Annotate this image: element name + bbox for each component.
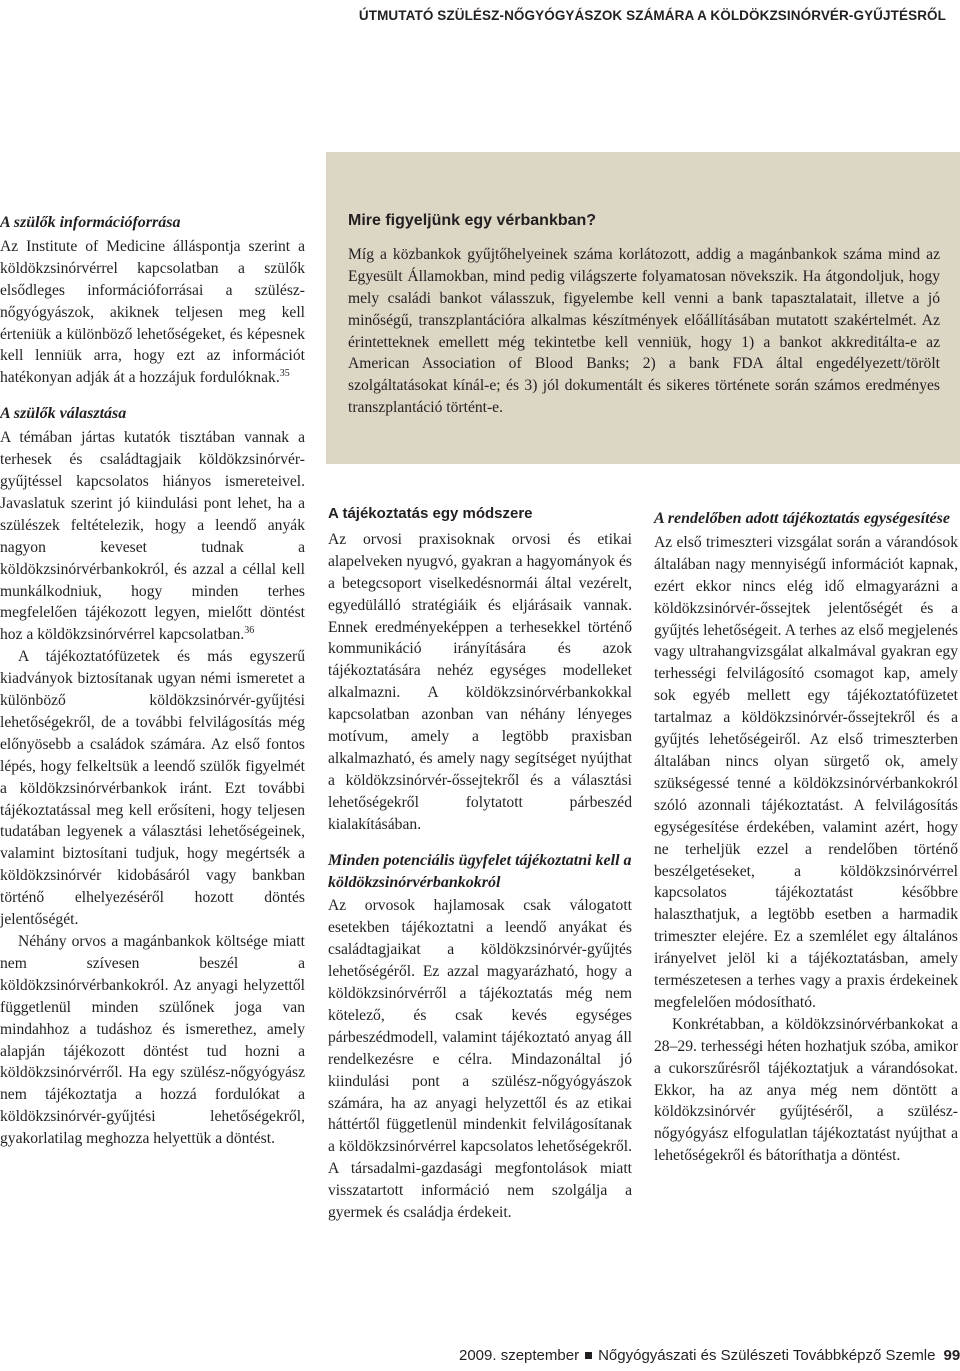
- box-content: [348, 210, 940, 419]
- paragraph: Az orvosok hajlamosak csak válogatott esetekben tájékoztatni a leendő anyákat és családtagjaikat a köldökzsinórvér-gyűjtés lehetőségéről. Ez azzal magyarázható, hogy a köldökzsinórvérről a tájékoztatás még nem kötelező, és csak kevés egységes párbeszédmodell, valamint tájékoztató anyag áll rendelkezésre e célra. Mindazonáltal jó kiindulási pont a szülész-nőgyógyászok számára, ha az anyagi helyzettől és az etikai háttértől függetlenül mindenkit felvilágosítanak a köldökzsinórvérrel kapcsolatos lehetőségekről. A társadalmi-gazdasági megfontolások miatt visszatartott információ nem szolgálja a gyermek és családja érdekeit.: [328, 897, 632, 1222]
- reference-number: 36: [244, 625, 255, 637]
- page-footer: [459, 1347, 960, 1364]
- box-text: Míg a közbankok gyűjtőhelyeinek száma korlátozott, addig a magánbankok száma mind az Egyesült Államokban, mind pedig világszerte folyamatosan növekszik. Ha átgondoljuk, hogy mely családi bankot válasszuk, figyelembe kell venni a bank tapasztalatait, illetve a jó minőségű, transzplantációra alkalmas készítmények előállításában mutatott szakértelmét. Az érintetteknek emellett még tekintetbe kell venniük, hogy 1) a bankot akkreditálta-e az American Association of Blood Banks; 2) a bank FDA által engedélyezett/törölt szolgáltatásokat kínál-e; és 3) jól dokumentált és sikeres története során számos eredményes transzplantáció történt-e.: [348, 245, 940, 417]
- left-column: [0, 212, 305, 1150]
- section-heading-parents-choice: A szülők választása: [0, 405, 127, 423]
- paragraph: [0, 427, 305, 646]
- paragraph: [0, 236, 305, 389]
- paragraph: Az orvosi praxisoknak orvosi és etikai alapelveken nyugvó, gyakran a hagyományok és a betegcsoport viselkedésnormái által vezérelt, egyedülálló stratégiáik és eljárásaik vannak. Ennek eredményeképpen a terhesekkel történő kommunikáció irányítására és azok tájékoztatására nehéz egységes modelleket alkalmazni. A köldökzsinórvérbankokkal kapcsolatban azonban van néhány lényeges motívum, amely a legtöbb praxisban alkalmazható, és amely nagy segítséget nyújthat a köldökzsinórvér-őssejtekről és a választási lehetőségekről folytatott párbeszéd kialakításában.: [328, 530, 632, 833]
- paragraph-text: Az Institute of Medicine álláspontja szerint a köldökzsinórvérrel kapcsolatban a szülők elsődleges információforrásai a szülész-nőgyógyászok, akiknek teljesen meg kell érteniük a különböző lehetőségeket, és képesnek kell lenniük arra, hogy ezt az információt hatékonyan adják át a hozzájuk fordulóknak.: [0, 237, 305, 387]
- paragraph: A tájékoztatófüzetek és más egyszerű kiadványok biztosítanak ugyan némi ismeretet a különböző köldökzsinórvér-gyűjtési lehetőségekről, de a további felvilágosítás még előnyösebb a családok számára. Az első fontos lépés, hogy felkeltsük a leendő szülők figyelmét a köldökzsinórvérbankok iránt. Ezt további tájékoztatással meg kell erősíteni, hogy teljesen tudatában legyenek a választási lehetőségeinek, valamint biztosítani tudjuk, hogy megértsék a köldökzsinórvér kidobásáról vagy bankban történő elhelyezéséről hozott döntés jelentőségét.: [0, 648, 305, 929]
- reference-number: 35: [279, 368, 290, 380]
- paragraph: Az első trimeszteri vizsgálat során a várandósok általában nagy mennyiségű információt kapnak, ezért ekkor nincs elég idő elmagyarázni a köldökzsinórvér-őssejtek jelentőségét és a gyűjtés lehetőségeit. A terhes az első megjelenés vagy ultrahangvizsgálat alkalmával gyakran egy terhességi felvilágosító csomagot kap, amely sok egyéb mellett egy tájékoztatófüzetet tartalmaz a köldökzsinórvér-őssejtekről és a gyűjtés lehetőségeiről. Az első trimeszterben általában nincs olyan sürgető ok, amely szükségessé tenné a köldökzsinórvérbankokról szóló azonnali tájékoztatást. A felvilágosítás egységesítése érdekében, valamint azért, hogy ne terheljük ezzel a rendelőben történő beszélgetéseket, a köldökzsinórvérrel kapcsolatos tájékoztatást későbbre halaszthatjuk, a legtöbb esetben a harmadik trimeszter elejére. Ez a szemlélet egy általános irányelvet jelöl ki a tájékoztatásban, amely természetesen a terhes vagy a praxis érdekeinek megfelelően módosítható.: [654, 533, 958, 1011]
- right-column: [654, 508, 958, 1167]
- journal-name: Nőgyógyászati és Szülészeti Továbbképző Szemle: [598, 1347, 936, 1364]
- paragraph: Néhány orvos a magánbankok költsége miatt nem szívesen beszél a köldökzsinórvérbankokról. Az anyagi helyzettől függetlenül minden szülőnek joga van mindahhoz a tudáshoz és ismerethez, amely alapján tájékozott döntést tud hozni a köldökzsinórvérről. Ha egy szülész-nőgyógyász nem tájékoztatja a hozzá fordulókat a köldökzsinórvér-gyűjtési lehetőségekről, gyakorlatilag meghozza helyettük a döntést.: [0, 933, 305, 1148]
- issue-date: 2009. szeptember: [459, 1347, 580, 1364]
- section-heading-information-source: A szülők információforrása: [0, 214, 181, 231]
- section-heading-inform-all-clients: Minden potenciális ügyfelet tájékoztatni kell a köldökzsinórvérbankokról: [328, 851, 632, 891]
- box-title: Mire figyeljünk egy vérbankban?: [348, 212, 597, 229]
- section-heading-information-method: A tájékoztatás egy módszere: [328, 505, 533, 522]
- paragraph: Konkrétabban, a köldökzsinórvérbankokat a 28–29. terhességi héten hozhatjuk szóba, amikor a cukorszűrésről tájékoztatjuk a várandósokat. Ekkor, ha az anya még nem döntött a köldökzsinórvér gyűjtéséről, a szülész-nőgyógyász elfogulatlan tájékoztatást nyújthat a lehetőségekről és bátoríthatja a döntést.: [654, 1015, 958, 1165]
- running-header: ÚTMUTATÓ SZÜLÉSZ-NŐGYÓGYÁSZOK SZÁMÁRA A KÖLDÖKZSINÓRVÉR-GYŰJTÉSRŐL: [358, 8, 946, 23]
- paragraph-text: A témában jártas kutatók tisztában vannak a terhesek és családtagjaik köldökzsinórvér-gyűjtéssel kapcsolatos hiányos ismereteivel. Javaslatuk szerint jó kiindulási pont lehet, ha a szülészek feltételezik, hogy a leendő anyák nagyon keveset tudnak a köldökzsinórvérbankokról, és azzal a céllal kell munkálkodniuk, hogy minden terhes megfelelően tájékozott legyen, mielőtt döntést hoz a köldökzsinórvérrel kapcsolatban.: [0, 429, 305, 644]
- square-bullet-icon: [585, 1352, 592, 1359]
- page-number: 99: [943, 1347, 960, 1364]
- middle-column: [328, 503, 632, 1224]
- section-heading-standardization: A rendelőben adott tájékoztatás egységesítése: [654, 510, 950, 527]
